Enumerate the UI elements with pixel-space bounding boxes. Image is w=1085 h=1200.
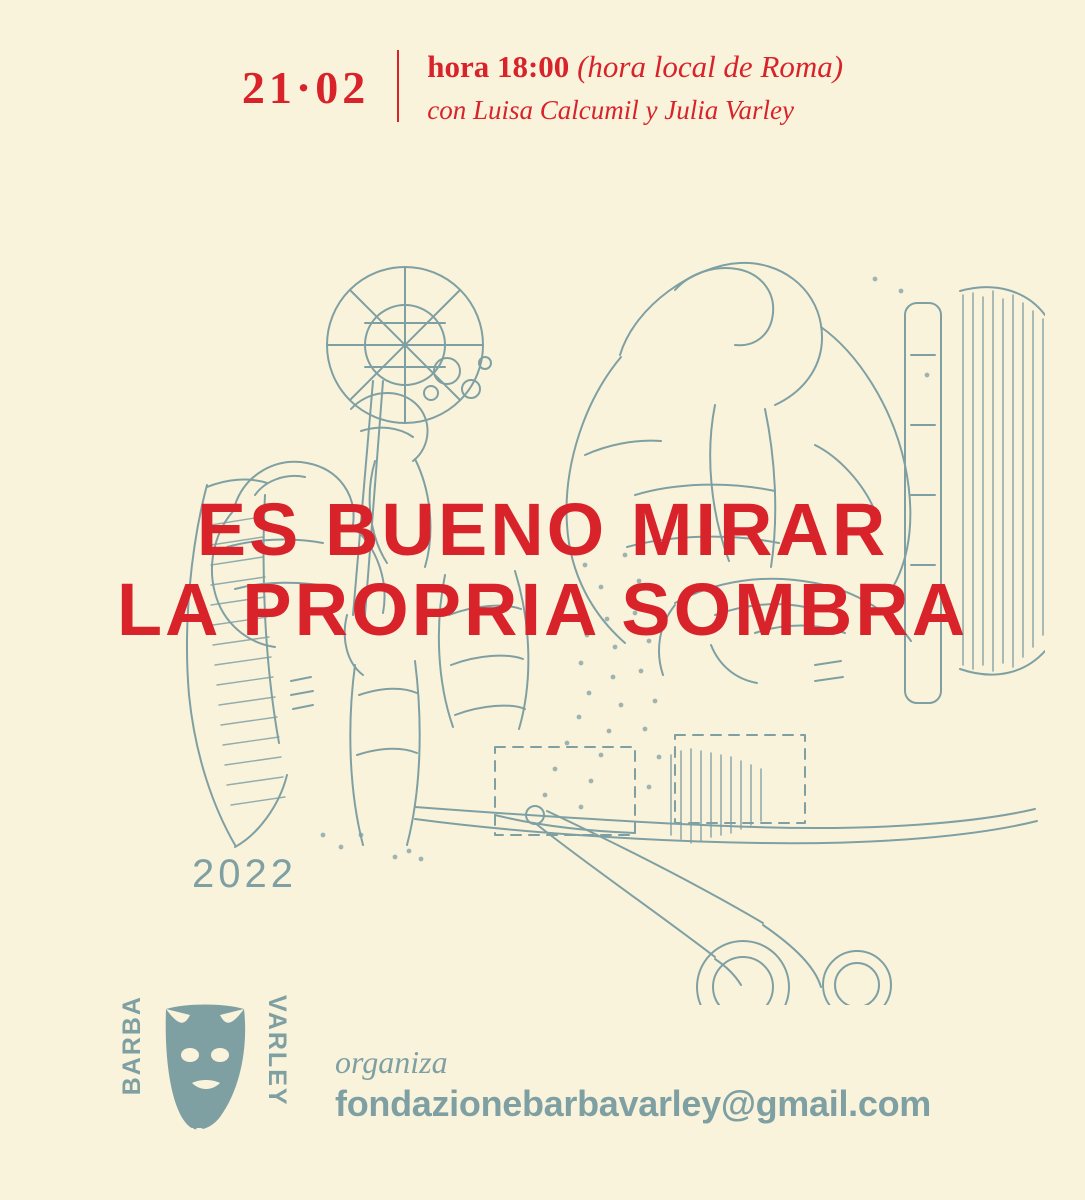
event-date: 21·02 [241,62,370,114]
title-line-2: LA PROPRIA SOMBRA [116,567,969,651]
poster-header [0,48,1085,128]
year-label: 2022 [192,852,297,896]
organiza-label: organiza [335,1043,448,1080]
logo-word-barba: BARBA [118,995,146,1096]
event-timezone: (hora local de Roma) [577,49,844,84]
event-time-line [427,48,843,87]
contact-email[interactable]: fondazionebarbavarley@gmail.com [335,1083,931,1124]
event-time: hora 18:00 [427,49,570,84]
event-participants: con Luisa Calcumil y Julia Varley [427,94,794,125]
poster-footer [118,989,931,1154]
fondazione-barba-varley-logo [118,989,293,1154]
header-details [399,48,843,128]
logo-word-fondazione: FONDAZIONE [164,1125,264,1140]
logo-mask-icon [156,1001,254,1141]
footer-contact [335,1043,931,1154]
title-line-1: ES BUENO MIRAR [196,488,889,571]
logo-word-varley: VARLEY [263,995,291,1107]
